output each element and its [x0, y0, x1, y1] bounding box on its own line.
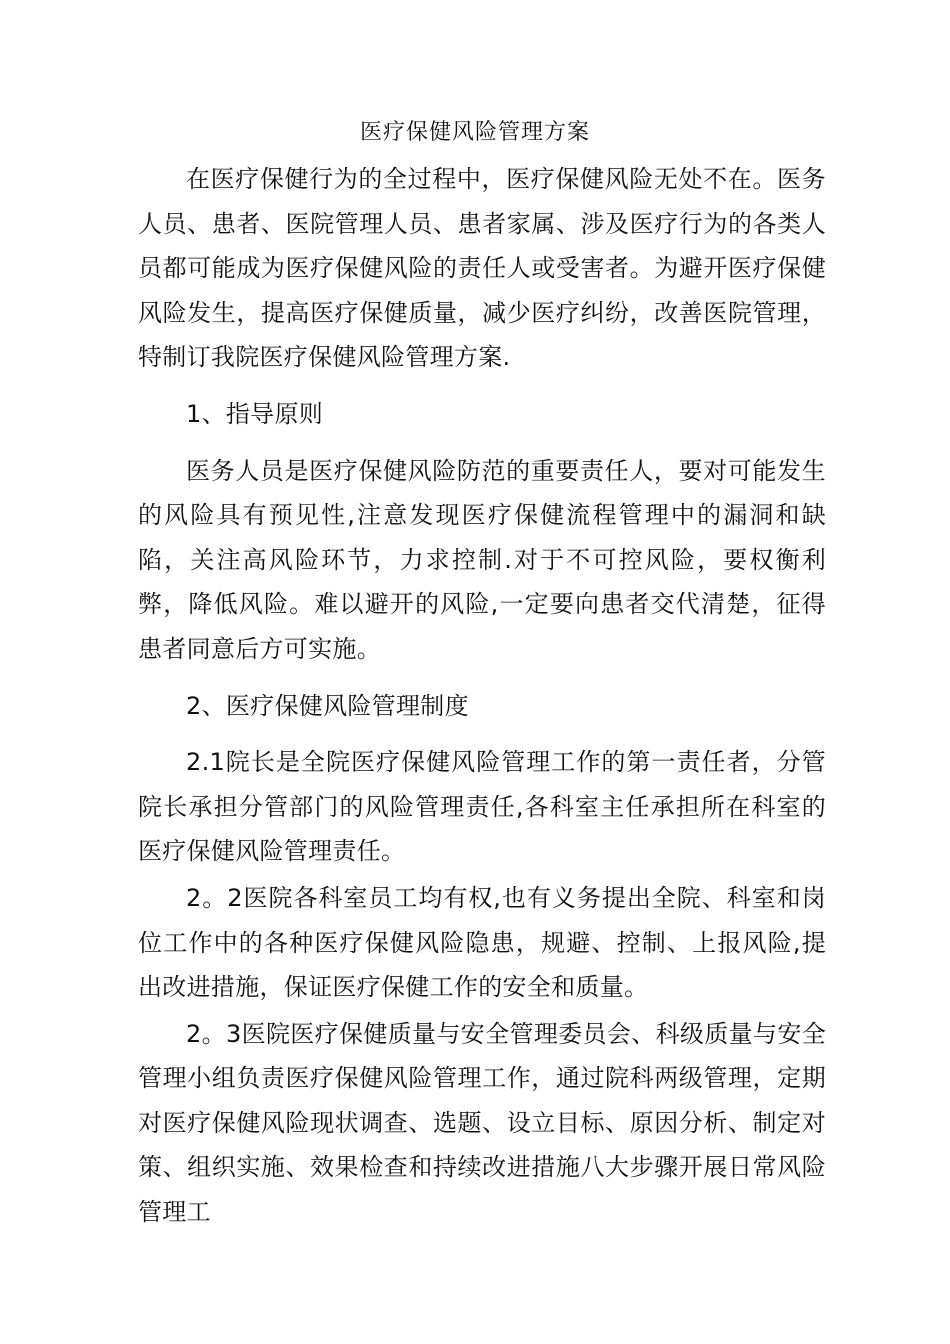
section-heading-risk-management-system: 2、医疗保健风险管理制度 — [186, 691, 469, 720]
page-title: 医疗保健风险管理方案 — [359, 120, 590, 145]
section-heading-guiding-principles: 1、指导原则 — [186, 399, 324, 428]
document-body — [138, 157, 826, 1235]
clause-2-2-paragraph: 2。2医院各科室员工均有权,也有义务提出全院、科室和岗位工作中的各种医疗保健风险隐患，规避、控制、上报风险,提出改进措施，保证医疗保健工作的安全和质量。 — [138, 883, 826, 1002]
intro-paragraph: 在医疗保健行为的全过程中，医疗保健风险无处不在。医务人员、患者、医院管理人员、患者家属、涉及医疗行为的各类人员都可能成为医疗保健风险的责任人或受害者。为避开医疗保健风险发生，提高医疗保健质量，减少医疗纠纷，改善医院管理，特制订我院医疗保健风险管理方案. — [138, 165, 826, 372]
clause-2-1-paragraph: 2.1院长是全院医疗保健风险管理工作的第一责任者，分管院长承担分管部门的风险管理责任,各科室主任承担所在科室的医疗保健风险管理责任。 — [138, 748, 826, 866]
guiding-principles-paragraph: 医务人员是医疗保健风险防范的重要责任人，要对可能发生的风险具有预见性,注意发现医疗保健流程管理中的漏洞和缺陷，关注高风险环节，力求控制.对于不可控风险，要权衡利弊，降低风险。难以避开的风险,一定要向患者交代清楚，征得患者同意后方可实施。 — [138, 456, 826, 663]
clause-2-3-paragraph: 2。3医院医疗保健质量与安全管理委员会、科级质量与安全管理小组负责医疗保健风险管理工作，通过院科两级管理，定期对医疗保健风险现状调查、选题、设立目标、原因分析、制定对策、组织实施、效果检查和持续改进措施八大步骤开展日常风险管理工 — [138, 1019, 826, 1227]
